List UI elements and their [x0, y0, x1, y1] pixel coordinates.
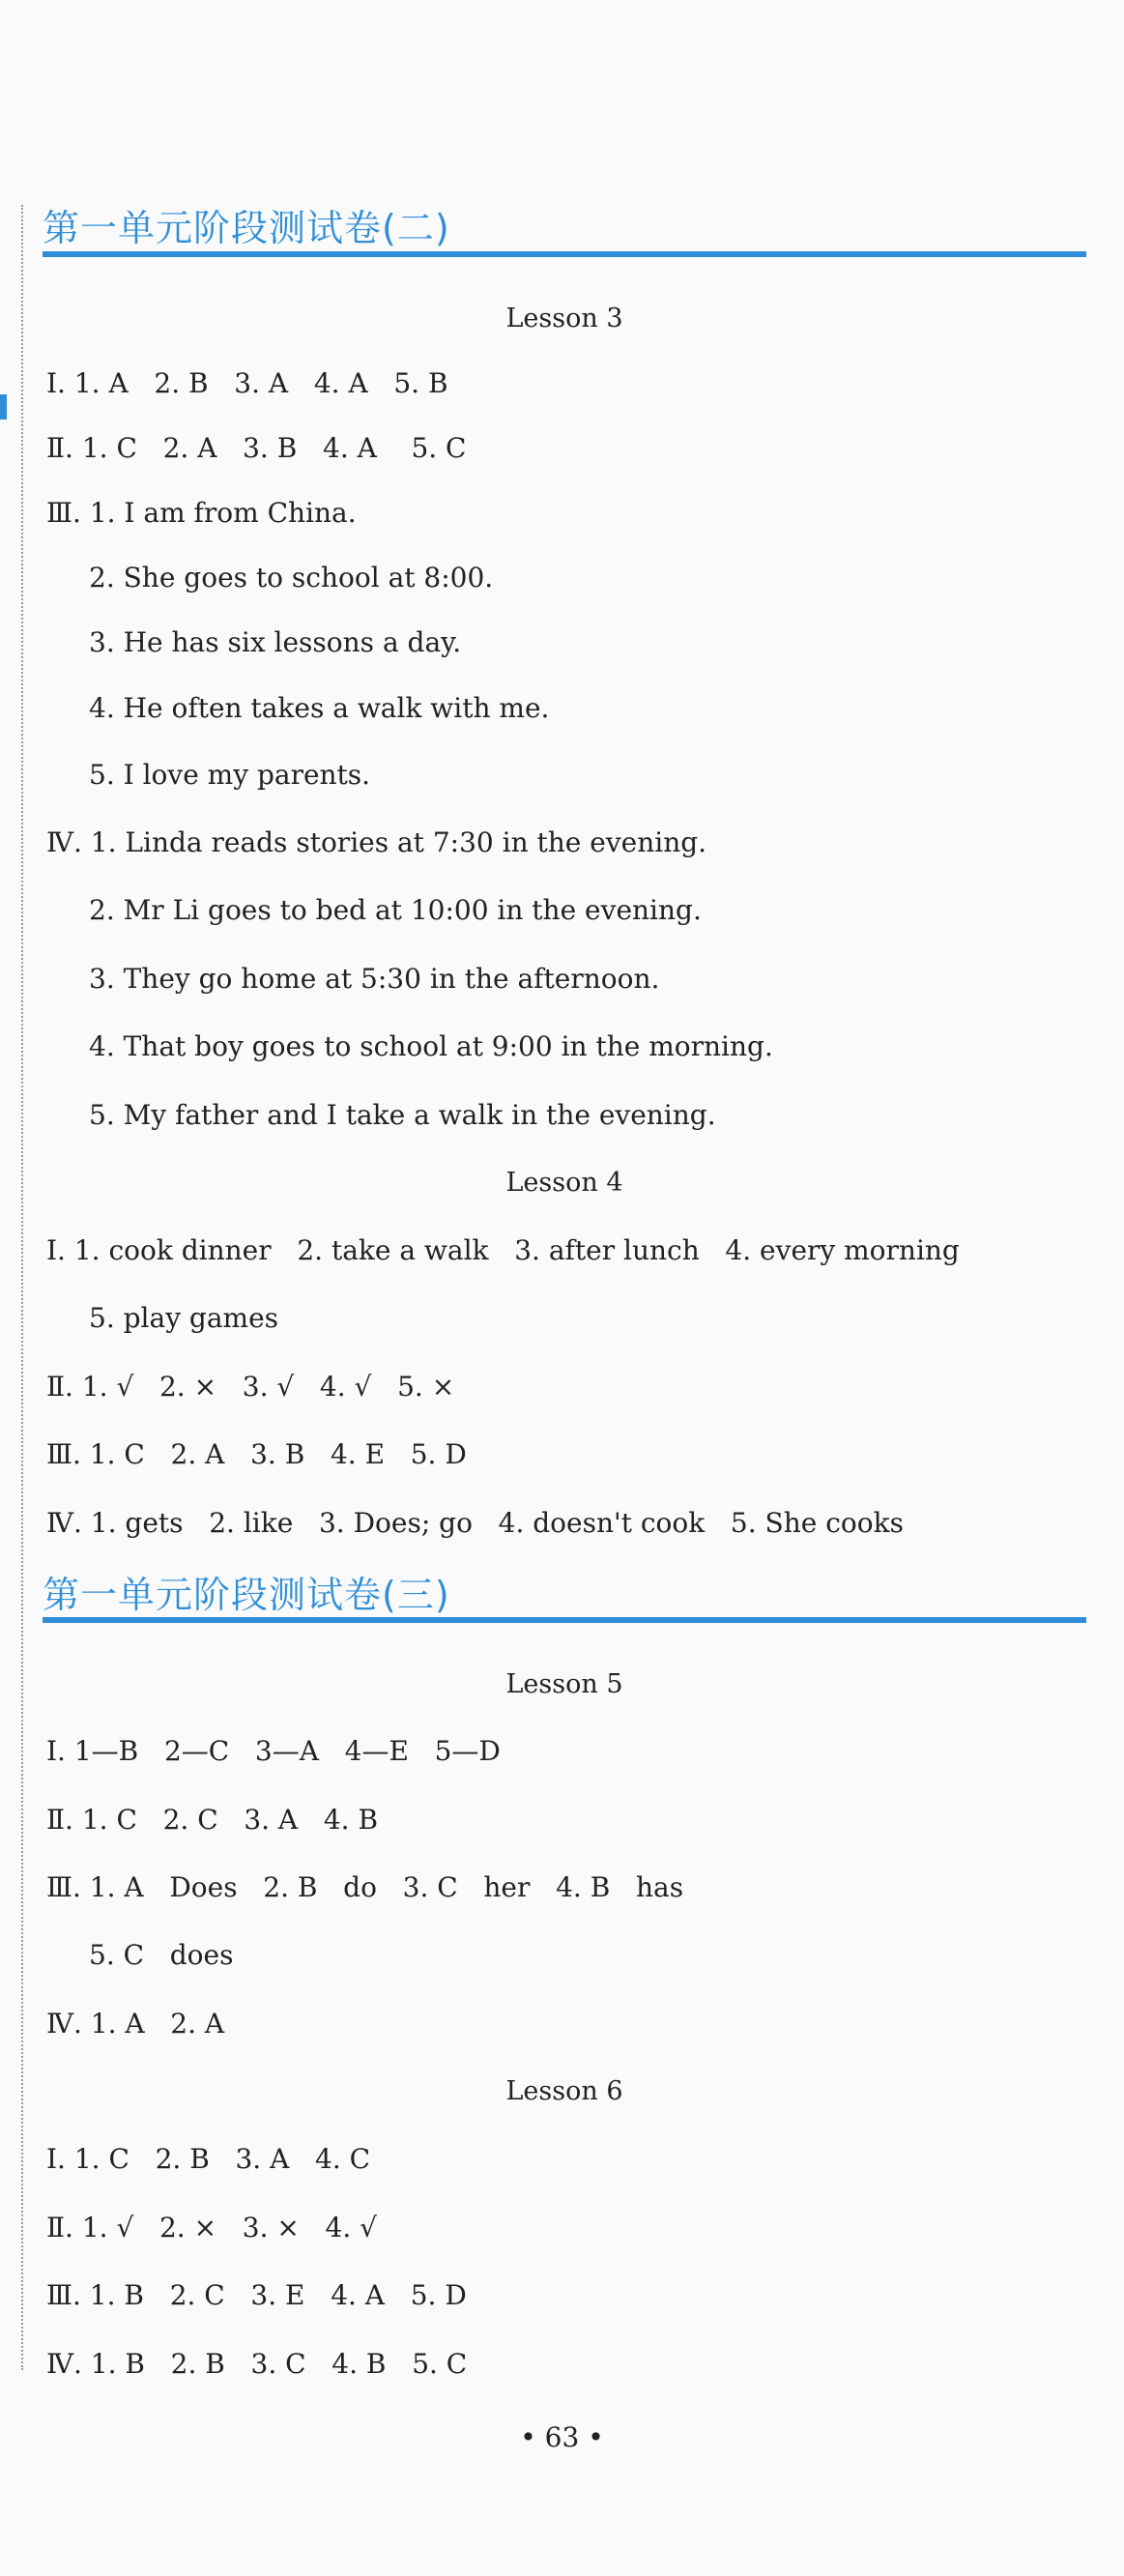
margin-dotted-line — [21, 205, 23, 2370]
answer-line: 3. He has six lessons a day. — [89, 626, 462, 658]
answer-line: Ⅱ. 1. C 2. A 3. B 4. A 5. C — [46, 432, 467, 464]
lesson-heading: Lesson 5 — [505, 1669, 623, 1699]
lesson-heading: Lesson 3 — [505, 304, 623, 333]
answer-line: 5. C does — [89, 1939, 234, 1971]
answer-line: Ⅳ. 1. Linda reads stories at 7:30 in the evening. — [46, 826, 707, 858]
section-rule — [43, 251, 1086, 257]
answer-line: 3. They go home at 5:30 in the afternoon. — [89, 963, 660, 995]
answer-line: Ⅲ. 1. B 2. C 3. E 4. A 5. D — [46, 2279, 467, 2311]
lesson-heading: Lesson 6 — [505, 2076, 623, 2106]
answer-line: Ⅲ. 1. A Does 2. B do 3. C her 4. B has — [46, 1871, 684, 1903]
answer-line: Ⅱ. 1. √ 2. × 3. √ 4. √ 5. × — [46, 1371, 455, 1403]
answer-line: Ⅲ. 1. I am from China. — [46, 497, 357, 529]
answer-line: 5. play games — [89, 1302, 279, 1334]
answer-line: 5. My father and I take a walk in the evening. — [89, 1099, 716, 1131]
answer-line: 2. She goes to school at 8:00. — [89, 562, 494, 593]
answer-line: Ⅱ. 1. √ 2. × 3. × 4. √ — [46, 2212, 378, 2243]
answer-line: Ⅰ. 1. cook dinner 2. take a walk 3. after lunch 4. every morning — [46, 1234, 960, 1266]
answer-line: 4. That boy goes to school at 9:00 in the morning. — [89, 1030, 773, 1062]
answer-line: Ⅲ. 1. C 2. A 3. B 4. E 5. D — [46, 1438, 467, 1470]
answer-line: Ⅳ. 1. B 2. B 3. C 4. B 5. C — [46, 2348, 468, 2380]
lesson-heading: Lesson 4 — [505, 1168, 623, 1198]
answer-line: 5. I love my parents. — [89, 759, 371, 791]
answer-line: Ⅰ. 1. C 2. B 3. A 4. C — [46, 2143, 371, 2175]
section-rule — [43, 1617, 1086, 1623]
section-title: 第一单元阶段测试卷(三) — [43, 1574, 450, 1616]
margin-blue-mark — [0, 394, 7, 420]
page-number: • 63 • — [520, 2421, 604, 2453]
answer-line: 4. He often takes a walk with me. — [89, 692, 550, 724]
answer-line: Ⅰ. 1. A 2. B 3. A 4. A 5. B — [46, 367, 448, 399]
answer-line: 2. Mr Li goes to bed at 10:00 in the evening. — [89, 894, 702, 926]
answer-line: Ⅳ. 1. A 2. A — [46, 2008, 225, 2040]
answer-line: Ⅳ. 1. gets 2. like 3. Does; go 4. doesn't cook 5. She cooks — [46, 1507, 904, 1539]
answer-line: Ⅱ. 1. C 2. C 3. A 4. B — [46, 1804, 379, 1836]
answer-line: Ⅰ. 1—B 2—C 3—A 4—E 5—D — [46, 1735, 501, 1767]
section-title: 第一单元阶段测试卷(二) — [43, 207, 450, 249]
